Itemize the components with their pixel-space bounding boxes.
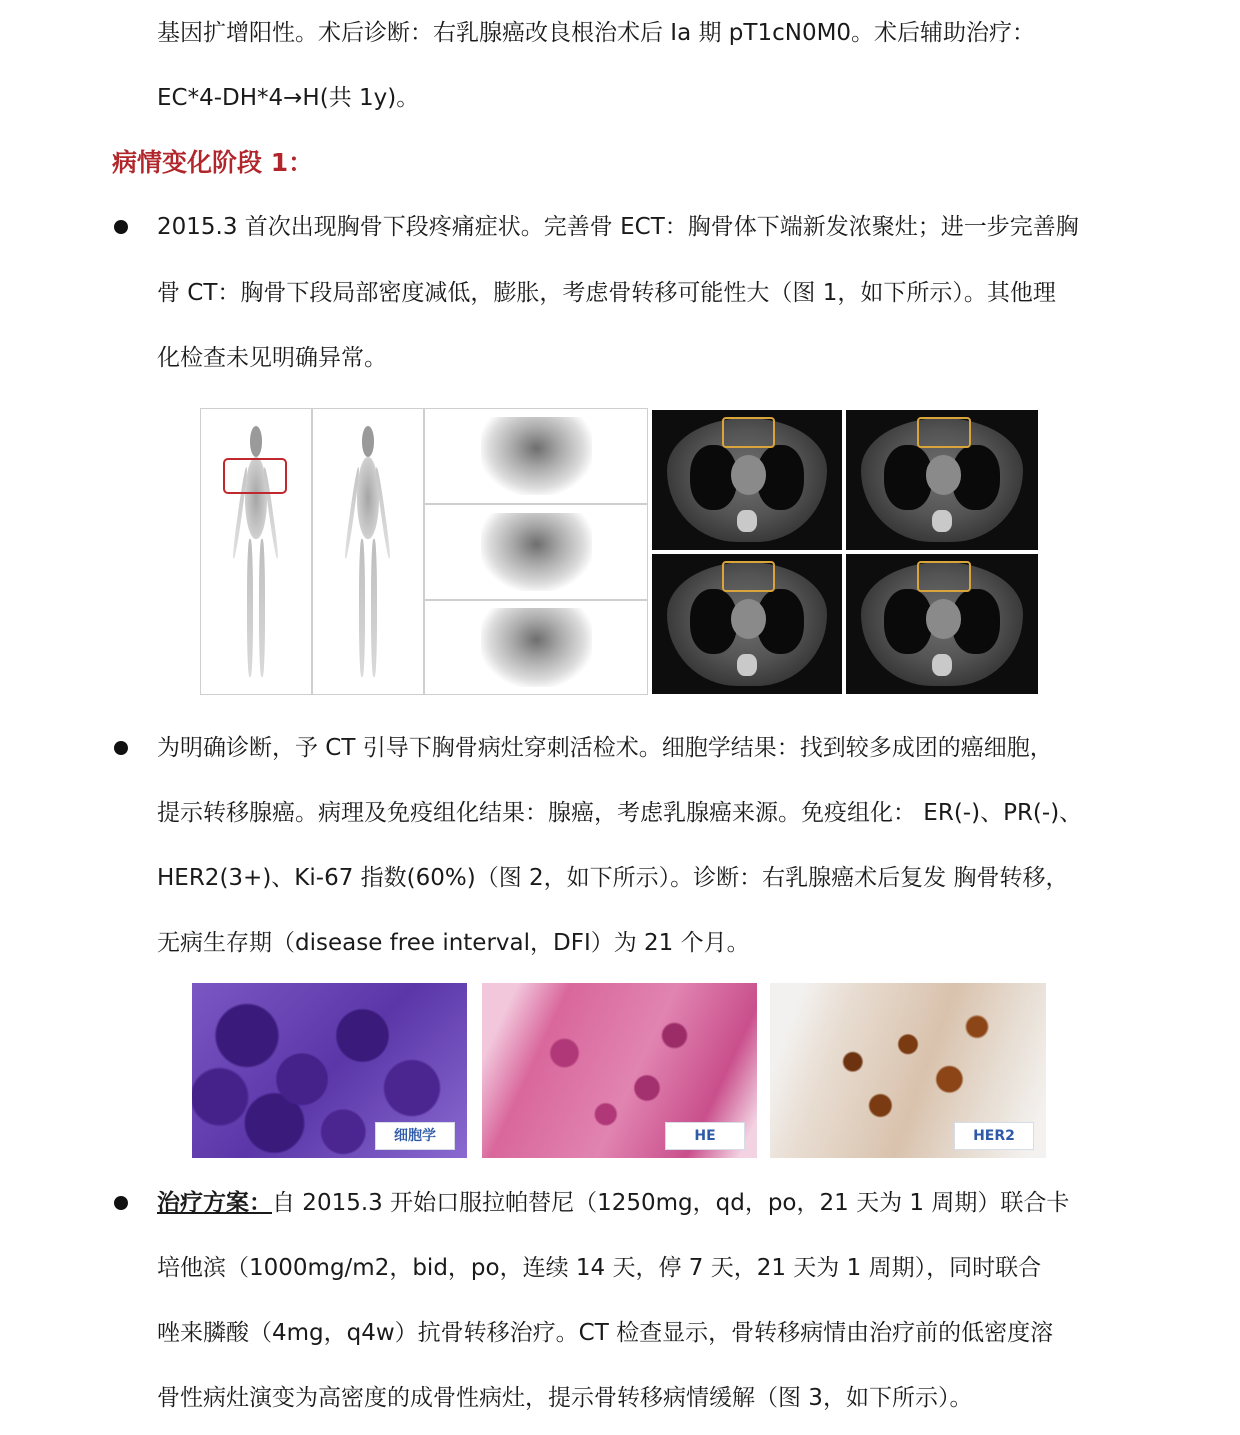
bullet3-line-2: 培他滨（1000mg/m2，bid，po，连续 14 天，停 7 天，21 天为 1 周期），同时联合 — [157, 1255, 1042, 1281]
bullet1-line-3: 化检查未见明确异常。 — [157, 345, 387, 371]
bone-scan-anterior — [200, 408, 312, 695]
lesion-highlight-box — [917, 417, 971, 448]
lesion-highlight-box — [722, 417, 775, 448]
bullet3-line-3: 唑来膦酸（4mg，q4w）抗骨转移治疗。CT 检查显示，骨转移病情由治疗前的低密度溶 — [157, 1320, 1054, 1346]
bullet-dot-1 — [114, 220, 128, 234]
cytology-label: 细胞学 — [375, 1122, 455, 1150]
her2-stain-image — [770, 983, 1046, 1158]
he-stain-image — [482, 983, 757, 1158]
intro-line-1: 基因扩增阳性。术后诊断：右乳腺癌改良根治术后 Ia 期 pT1cN0M0。术后辅助治疗： — [157, 20, 1036, 46]
bone-scan-posterior — [312, 408, 424, 695]
bullet2-line-4: 无病生存期（disease free interval，DFI）为 21 个月。 — [157, 930, 750, 956]
ct-image-1 — [652, 410, 842, 550]
bullet3-line-1-text: 自 2015.3 开始口服拉帕替尼（1250mg，qd，po，21 天为 1 周期）联合卡 — [272, 1190, 1070, 1216]
section-heading: 病情变化阶段 1： — [112, 148, 314, 177]
he-label: HE — [665, 1122, 745, 1150]
bullet-dot-3 — [114, 1196, 128, 1210]
treatment-plan-label: 治疗方案： — [157, 1190, 272, 1216]
bullet2-line-2: 提示转移腺癌。病理及免疫组化结果：腺癌，考虑乳腺癌来源。免疫组化： ER(-)、PR(-)、 — [157, 800, 1083, 826]
figure-1-imaging — [200, 408, 1040, 695]
spect-slice-3 — [424, 600, 648, 695]
bullet3-line-1 — [157, 1188, 1069, 1218]
skeleton-figure — [346, 426, 390, 683]
lesion-highlight-box — [223, 458, 287, 494]
figure-2-pathology — [192, 983, 1046, 1158]
bullet2-line-1: 为明确诊断，予 CT 引导下胸骨病灶穿刺活检术。细胞学结果：找到较多成团的癌细胞， — [157, 735, 1053, 761]
bullet2-line-3: HER2(3+)、Ki-67 指数(60%)（图 2，如下所示）。诊断：右乳腺癌术后复发 胸骨转移， — [157, 865, 1069, 891]
ct-image-2 — [846, 410, 1038, 550]
bullet-dot-2 — [114, 741, 128, 755]
lesion-highlight-box — [917, 561, 971, 592]
bullet1-line-2: 骨 CT：胸骨下段局部密度减低，膨胀，考虑骨转移可能性大（图 1，如下所示）。其他理 — [157, 280, 1056, 306]
spect-slice-1 — [424, 408, 648, 504]
ct-image-4 — [846, 554, 1038, 694]
ct-image-3 — [652, 554, 842, 694]
her2-label: HER2 — [954, 1122, 1034, 1150]
spect-slice-2 — [424, 504, 648, 600]
bullet3-line-4: 骨性病灶演变为高密度的成骨性病灶，提示骨转移病情缓解（图 3，如下所示）。 — [157, 1385, 973, 1411]
lesion-highlight-box — [722, 561, 775, 592]
intro-line-2: EC*4-DH*4→H(共 1y)。 — [157, 85, 420, 111]
bullet1-line-1: 2015.3 首次出现胸骨下段疼痛症状。完善骨 ECT：胸骨体下端新发浓聚灶；进一步完善胸 — [157, 214, 1079, 240]
cytology-image — [192, 983, 467, 1158]
